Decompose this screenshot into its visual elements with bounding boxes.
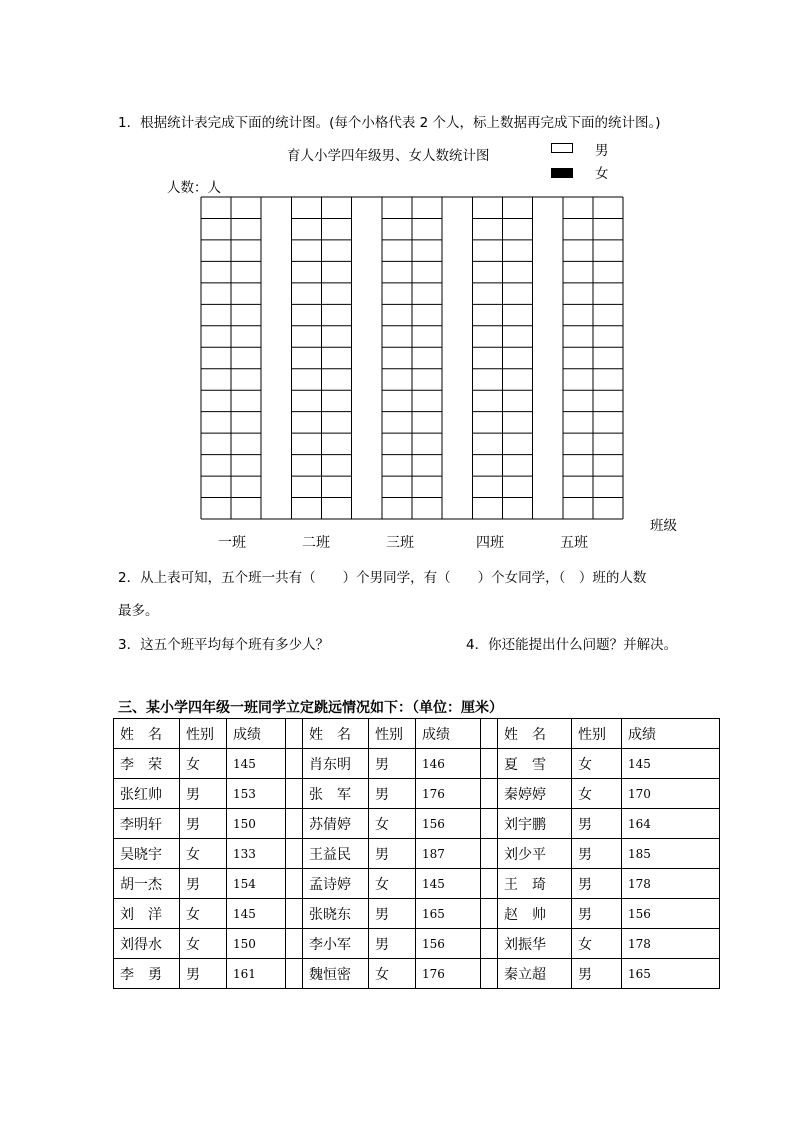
cell-score: 153 (227, 779, 286, 809)
cell-name: 秦婷婷 (498, 779, 572, 809)
cell-sex: 男 (572, 869, 622, 899)
cell-name: 张晓东 (303, 899, 369, 929)
column-gap (481, 719, 498, 749)
cell-score: 178 (622, 869, 720, 899)
class-label-1: 一班 (218, 535, 246, 551)
x-axis-label: 班级 (650, 518, 677, 534)
column-gap (286, 779, 303, 809)
header-score-2: 成绩 (416, 719, 481, 749)
cell-name: 夏 雪 (498, 749, 572, 779)
table-row (114, 779, 720, 809)
question-2-line-1: 2．从上表可知，五个班一共有（ ）个男同学，有（ ）个女同学，（ ）班的人数 (118, 570, 647, 586)
cell-name: 刘少平 (498, 839, 572, 869)
cell-sex: 男 (180, 779, 227, 809)
cell-sex: 男 (369, 749, 416, 779)
chart-grid (200, 196, 626, 520)
cell-sex: 女 (572, 779, 622, 809)
column-gap (286, 929, 303, 959)
cell-sex: 女 (180, 929, 227, 959)
question-2-line-2: 最多。 (118, 603, 159, 619)
cell-score: 146 (416, 749, 481, 779)
table-row (114, 749, 720, 779)
cell-sex: 男 (180, 869, 227, 899)
cell-score: 156 (416, 929, 481, 959)
cell-score: 165 (622, 959, 720, 989)
column-gap (481, 809, 498, 839)
cell-name: 吴晓宇 (114, 839, 180, 869)
cell-sex: 男 (369, 929, 416, 959)
column-gap (481, 779, 498, 809)
cell-sex: 男 (572, 899, 622, 929)
class-label-3: 三班 (386, 535, 414, 551)
cell-name: 肖东明 (303, 749, 369, 779)
table-row (114, 809, 720, 839)
cell-score: 150 (227, 929, 286, 959)
cell-score: 150 (227, 809, 286, 839)
question-1-text: 1．根据统计表完成下面的统计图。(每个小格代表 2 个人，标上数据再完成下面的统计图。) (118, 115, 661, 131)
header-score-1: 成绩 (227, 719, 286, 749)
cell-score: 185 (622, 839, 720, 869)
cell-name: 王益民 (303, 839, 369, 869)
cell-name: 刘 洋 (114, 899, 180, 929)
legend-label-female: 女 (595, 166, 609, 182)
header-sex-3: 性别 (572, 719, 622, 749)
column-gap (286, 959, 303, 989)
column-gap (481, 899, 498, 929)
cell-score: 178 (622, 929, 720, 959)
cell-name: 李小军 (303, 929, 369, 959)
cell-sex: 女 (180, 839, 227, 869)
column-gap (481, 749, 498, 779)
cell-sex: 女 (369, 869, 416, 899)
section-3-title: 三、某小学四年级一班同学立定跳远情况如下：（单位：厘米） (118, 700, 503, 716)
cell-sex: 男 (180, 809, 227, 839)
legend-swatch-male (551, 143, 573, 153)
legend-label-male: 男 (595, 143, 609, 159)
table-row (114, 869, 720, 899)
column-gap (481, 959, 498, 989)
cell-score: 176 (416, 779, 481, 809)
cell-sex: 女 (180, 899, 227, 929)
legend-swatch-female (551, 168, 573, 178)
cell-score: 164 (622, 809, 720, 839)
cell-name: 秦立超 (498, 959, 572, 989)
cell-sex: 男 (180, 959, 227, 989)
cell-score: 145 (227, 899, 286, 929)
cell-name: 孟诗婷 (303, 869, 369, 899)
column-gap (286, 899, 303, 929)
cell-score: 156 (622, 899, 720, 929)
class-label-5: 五班 (560, 535, 588, 551)
cell-sex: 男 (572, 959, 622, 989)
cell-name: 苏倩婷 (303, 809, 369, 839)
cell-name: 刘宇鹏 (498, 809, 572, 839)
cell-name: 胡一杰 (114, 869, 180, 899)
cell-score: 133 (227, 839, 286, 869)
header-sex-2: 性别 (369, 719, 416, 749)
y-axis-label: 人数：人 (167, 180, 221, 196)
cell-name: 刘得水 (114, 929, 180, 959)
cell-score: 156 (416, 809, 481, 839)
table-row (114, 929, 720, 959)
cell-name: 赵 帅 (498, 899, 572, 929)
class-label-4: 四班 (476, 535, 504, 551)
cell-sex: 男 (572, 809, 622, 839)
question-3-text: 3．这五个班平均每个班有多少人？ (118, 637, 330, 653)
jump-results-table (113, 718, 720, 989)
table-row (114, 959, 720, 989)
column-gap (481, 869, 498, 899)
cell-sex: 女 (369, 959, 416, 989)
cell-sex: 女 (369, 809, 416, 839)
chart-title: 育人小学四年级男、女人数统计图 (287, 148, 490, 164)
cell-score: 145 (622, 749, 720, 779)
cell-sex: 女 (572, 929, 622, 959)
cell-name: 王 琦 (498, 869, 572, 899)
column-gap (286, 839, 303, 869)
cell-score: 187 (416, 839, 481, 869)
cell-name: 刘振华 (498, 929, 572, 959)
cell-score: 176 (416, 959, 481, 989)
cell-name: 张 军 (303, 779, 369, 809)
header-score-3: 成绩 (622, 719, 720, 749)
cell-score: 145 (227, 749, 286, 779)
cell-sex: 男 (572, 839, 622, 869)
cell-name: 魏恒密 (303, 959, 369, 989)
cell-name: 李明轩 (114, 809, 180, 839)
cell-sex: 女 (572, 749, 622, 779)
table-row (114, 899, 720, 929)
column-gap (286, 719, 303, 749)
cell-name: 李 荣 (114, 749, 180, 779)
cell-score: 161 (227, 959, 286, 989)
table-row (114, 839, 720, 869)
column-gap (481, 929, 498, 959)
header-name-2: 姓 名 (303, 719, 369, 749)
cell-name: 张红帅 (114, 779, 180, 809)
header-name-3: 姓 名 (498, 719, 572, 749)
column-gap (286, 809, 303, 839)
cell-score: 145 (416, 869, 481, 899)
header-name-1: 姓 名 (114, 719, 180, 749)
cell-score: 170 (622, 779, 720, 809)
question-4-text: 4．你还能提出什么问题？并解决。 (466, 637, 678, 653)
table-header-row (114, 719, 720, 749)
cell-sex: 男 (369, 779, 416, 809)
class-label-2: 二班 (302, 535, 330, 551)
header-sex-1: 性别 (180, 719, 227, 749)
column-gap (286, 749, 303, 779)
cell-sex: 男 (369, 899, 416, 929)
cell-score: 165 (416, 899, 481, 929)
column-gap (286, 869, 303, 899)
cell-name: 李 勇 (114, 959, 180, 989)
cell-sex: 男 (369, 839, 416, 869)
cell-sex: 女 (180, 749, 227, 779)
cell-score: 154 (227, 869, 286, 899)
column-gap (481, 839, 498, 869)
